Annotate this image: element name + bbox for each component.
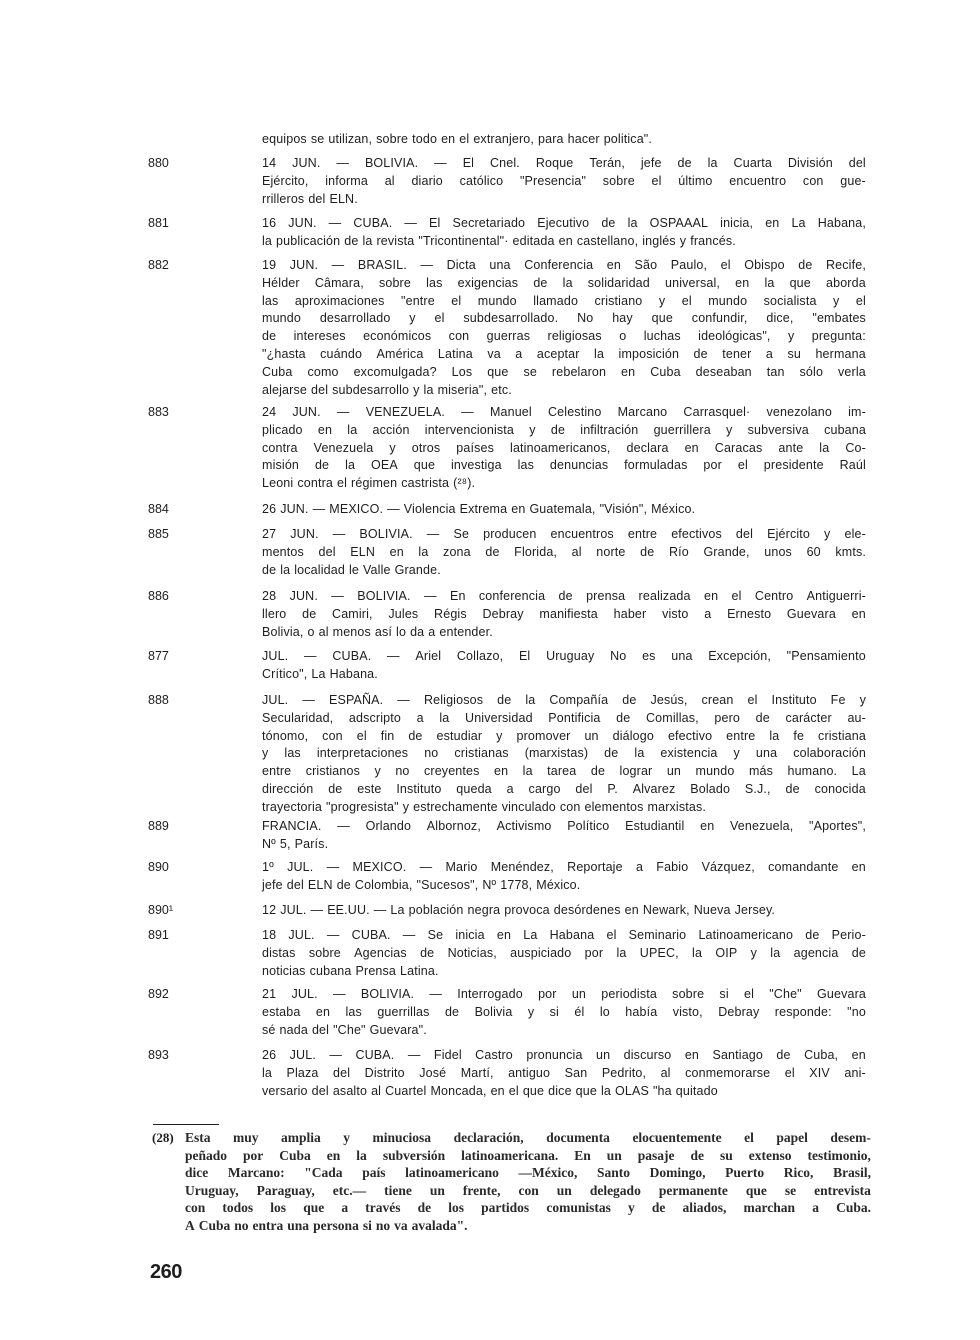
text-line: 16 JUN. — CUBA. — El Secretariado Ejecutivo de la OSPAAAL inicia, en La Habana, bbox=[262, 216, 866, 230]
text-line: con todos los que a través de los partidos comunistas y de aliados, marchan a Cuba. bbox=[185, 1200, 871, 1216]
entry-number: 888 bbox=[148, 693, 169, 707]
entry-text bbox=[262, 818, 866, 854]
text-line: alejarse del subdesarrollo y la miseria", etc. bbox=[262, 382, 512, 397]
text-line: "¿hasta cuándo América Latina va a aceptar la imposición de tener a su hermana bbox=[262, 346, 866, 361]
text-line: 1º JUL. — MEXICO. — Mario Menéndez, Reportaje a Fabio Vázquez, comandante en bbox=[262, 860, 866, 874]
text-line: entre cristianos y no creyentes en la tarea de lograr un mundo más humano. La bbox=[262, 764, 866, 779]
entry-text bbox=[262, 902, 866, 920]
entry-text bbox=[262, 501, 866, 519]
entry-number: 877 bbox=[148, 649, 169, 663]
entry-number: 882 bbox=[148, 258, 169, 272]
text-line: la Plaza del Distrito José Martí, antiguo San Pedrito, al conmemorarse el XIV ani- bbox=[262, 1065, 866, 1080]
text-line: Ejército, informa al diario católico "Presencia" sobre el último encuentro con gue- bbox=[262, 173, 866, 188]
entry-text bbox=[262, 155, 866, 208]
entry-number: 885 bbox=[148, 527, 169, 541]
entry-number: 893 bbox=[148, 1048, 169, 1062]
entry-text bbox=[262, 986, 866, 1039]
entry-text bbox=[262, 404, 866, 493]
entry-number: 884 bbox=[148, 502, 169, 516]
text-line: llero de Camiri, Jules Régis Debray manifiesta haber visto a Ernesto Guevara en bbox=[262, 606, 866, 621]
text-line: dirección de este Instituto queda a cargo del P. Alvarez Bolado S.J., de conocida bbox=[262, 781, 866, 796]
text-line: 28 JUN. — BOLIVIA. — En conferencia de prensa realizada en el Centro Antiguerri- bbox=[262, 589, 866, 603]
entry-text bbox=[262, 588, 866, 641]
text-line: 21 JUL. — BOLIVIA. — Interrogado por un periodista sobre si el "Che" Guevara bbox=[262, 987, 866, 1001]
entry-number: 892 bbox=[148, 987, 169, 1001]
text-line: Bolivia, o al menos así lo da a entender. bbox=[262, 624, 493, 639]
text-line: 19 JUN. — BRASIL. — Dicta una Conferencia en São Paulo, el Obispo de Recife, bbox=[262, 258, 866, 272]
text-line: de la localidad le Valle Grande. bbox=[262, 562, 441, 577]
text-line: estaba en las guerrillas de Bolivia y si él lo había visto, Debray responde: "no bbox=[262, 1004, 866, 1019]
text-line: Esta muy amplia y minuciosa declaración, documenta elocuentemente el papel desem- bbox=[185, 1130, 871, 1145]
text-line: equipos se utilizan, sobre todo en el extranjero, para hacer politica". bbox=[262, 132, 653, 146]
footnote-marker: (28) bbox=[152, 1130, 174, 1145]
text-line: la publicación de la revista "Tricontinental"· editada en castellano, inglés y francés. bbox=[262, 233, 736, 248]
continuation-text bbox=[262, 131, 866, 149]
text-line: Hélder Câmara, sobre las exigencias de la solidaridad universal, en la que aborda bbox=[262, 275, 866, 290]
text-line: trayectoria "progresista" y estrechamente vinculado con elementos marxistas. bbox=[262, 799, 706, 814]
entry-number: 890 bbox=[148, 860, 169, 874]
entry-text bbox=[262, 257, 866, 399]
text-line: mundo desarrollado y el subdesarrollado. No hay que confundir, dice, "embates bbox=[262, 311, 866, 326]
entry-number: 880 bbox=[148, 156, 169, 170]
text-line: mentos del ELN en la zona de Florida, al norte de Río Grande, unos 60 kmts. bbox=[262, 544, 866, 559]
footnote-divider bbox=[153, 1124, 219, 1125]
entry-text bbox=[262, 215, 866, 251]
page-number: 260 bbox=[150, 1261, 182, 1283]
text-line: de intereses económicos con guerras religiosas o luchas ideológicas", y pregunta: bbox=[262, 329, 866, 344]
text-line: Leoni contra el régimen castrista (²⁸). bbox=[262, 476, 476, 491]
text-line: Cuba como excomulgada? Los que se rebelaron en Cuba deseaban tan sólo verla bbox=[262, 364, 866, 379]
text-line: JUL. — ESPAÑA. — Religiosos de la Compañía de Jesús, crean el Instituto Fe y bbox=[262, 693, 866, 707]
entry-number: 891 bbox=[148, 928, 169, 942]
text-line: 27 JUN. — BOLIVIA. — Se producen encuentros entre efectivos del Ejército y ele- bbox=[262, 527, 866, 541]
text-line: rrilleros del ELN. bbox=[262, 191, 358, 206]
entry-text bbox=[262, 859, 866, 895]
text-line: A Cuba no entra una persona si no va avalada". bbox=[185, 1217, 468, 1233]
text-line: las aproximaciones "entre el mundo llamado cristiano y el mundo socialista y el bbox=[262, 293, 866, 308]
text-line: jefe del ELN de Colombia, "Sucesos", Nº 1778, México. bbox=[262, 877, 581, 892]
entry-text bbox=[262, 1047, 866, 1100]
entry-number: 881 bbox=[148, 216, 169, 230]
text-line: distas sobre Agencias de Noticias, auspiciado por la UPEC, la OIP y la agencia de bbox=[262, 945, 866, 960]
text-line: 26 JUN. — MEXICO. — Violencia Extrema en Guatemala, "Visión", México. bbox=[262, 502, 696, 516]
text-line: tónomo, con el fin de estudiar y promover un diálogo efectivo entre la fe cristiana bbox=[262, 728, 866, 743]
text-line: Crítico", La Habana. bbox=[262, 666, 378, 681]
text-line: 26 JUL. — CUBA. — Fidel Castro pronuncia un discurso en Santiago de Cuba, en bbox=[262, 1048, 866, 1062]
text-line: plicado en la acción intervencionista y de infiltración guerrillera y subversiva cubana bbox=[262, 422, 866, 437]
text-line: misión de la OEA que investiga las denuncias formuladas por el presidente Raúl bbox=[262, 458, 866, 473]
text-line: 18 JUL. — CUBA. — Se inicia en La Habana el Seminario Latinoamericano de Perio- bbox=[262, 928, 866, 942]
entry-number: 886 bbox=[148, 589, 169, 603]
text-line: dice Marcano: "Cada país latinoamericano —México, Santo Domingo, Puerto Rico, Brasil, bbox=[185, 1165, 871, 1181]
text-line: Nº 5, París. bbox=[262, 836, 329, 851]
text-line: FRANCIA. — Orlando Albornoz, Activismo Político Estudiantil en Venezuela, "Aportes", bbox=[262, 819, 866, 833]
entry-number: 890¹ bbox=[148, 903, 174, 917]
text-line: versario del asalto al Cuartel Moncada, en el que dice que la OLAS "ha quitado bbox=[262, 1083, 718, 1098]
text-line: noticias cubana Prensa Latina. bbox=[262, 963, 439, 978]
footnote-text bbox=[185, 1129, 871, 1235]
text-line: peñado por Cuba en la subversión latinoamericana. En un pasaje de su extenso testimonio, bbox=[185, 1147, 871, 1163]
entry-number: 889 bbox=[148, 819, 169, 833]
entry-number: 883 bbox=[148, 405, 169, 419]
text-line: Secularidad, adscripto a la Universidad Pontificia de Comillas, pero de carácter au- bbox=[262, 710, 866, 725]
text-line: contra Venezuela y otros países latinoamericanos, declara en Caracas ante la Co- bbox=[262, 440, 866, 455]
text-line: 14 JUN. — BOLIVIA. — El Cnel. Roque Terán, jefe de la Cuarta División del bbox=[262, 156, 866, 170]
entry-text bbox=[262, 927, 866, 980]
entry-text bbox=[262, 648, 866, 684]
text-line: JUL. — CUBA. — Ariel Collazo, El Uruguay No es una Excepción, "Pensamiento bbox=[262, 649, 866, 663]
text-line: y las interpretaciones no cristianas (marxistas) de la existencia y una colaboración bbox=[262, 746, 866, 761]
entry-text bbox=[262, 526, 866, 579]
text-line: Uruguay, Paraguay, etc.— tiene un frente, con un delegado permanente que se entrevista bbox=[185, 1182, 871, 1198]
text-line: sé nada del "Che" Guevara". bbox=[262, 1022, 427, 1037]
text-line: 24 JUN. — VENEZUELA. — Manuel Celestino Marcano Carrasquel· venezolano im- bbox=[262, 405, 866, 419]
entry-text bbox=[262, 692, 866, 817]
text-line: 12 JUL. — EE.UU. — La población negra provoca desórdenes en Newark, Nueva Jersey. bbox=[262, 903, 776, 917]
